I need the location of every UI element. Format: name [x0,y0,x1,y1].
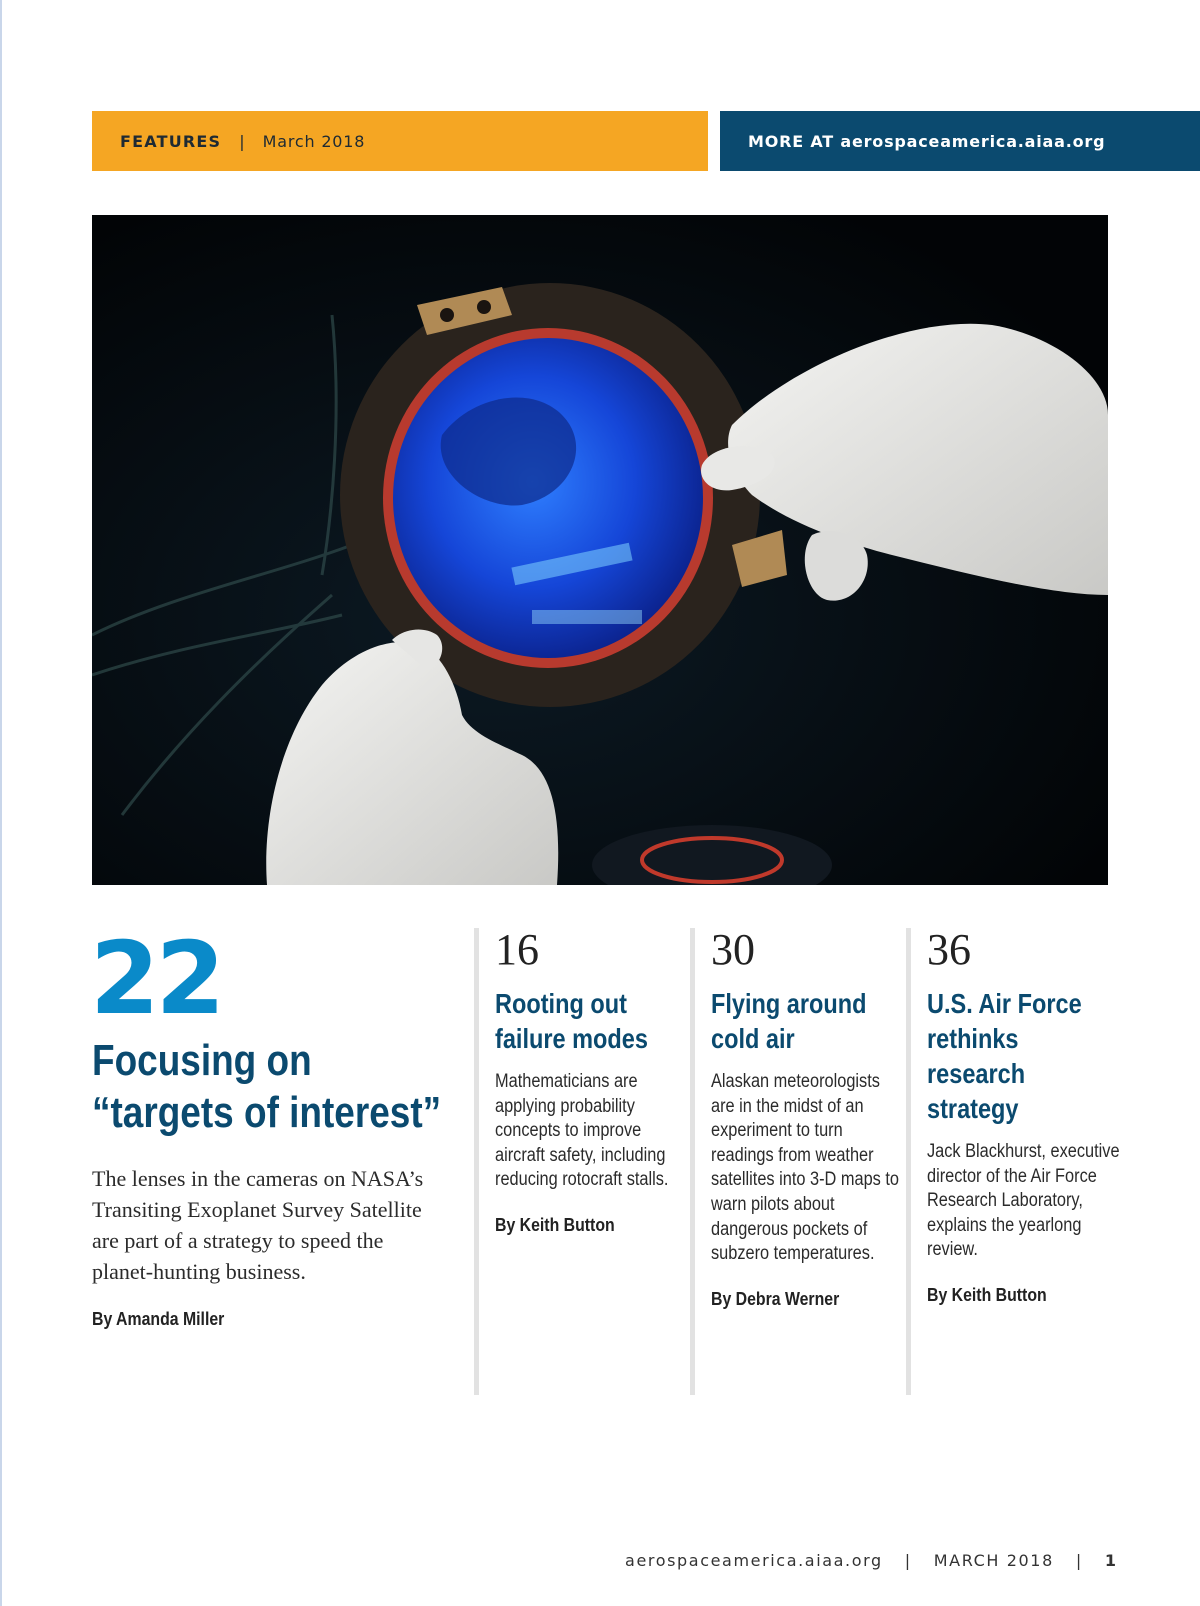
feature-page-number: 16 [495,925,539,974]
feature-byline: By Debra Werner [711,1288,840,1309]
feature-byline: By Keith Button [927,1284,1047,1305]
page-footer [625,1551,1116,1570]
footer-separator: | [1075,1551,1083,1570]
lead-byline: By Amanda Miller [92,1309,225,1329]
lead-deck: The lenses in the cameras on NASA’s Transiting Exoplanet Survey Satellite are part of a strategy to speed the planet-hunting business. [92,1166,424,1284]
lead-page-number: 22 [90,920,222,1037]
feature-deck: Mathematicians are applying probability concepts to improve aircraft safety, including reducing rotocraft stalls. [495,1071,669,1191]
feature-page-number: 30 [711,925,755,974]
feature-page-number: 36 [927,925,971,974]
footer-page-number: 1 [1104,1551,1116,1570]
feature-deck: Alaskan meteorologists are in the midst of an experiment to turn readings from weather satellites into 3-D maps to warn pilots about dangerous pockets of subzero temperatures. [711,1071,899,1265]
feature-deck: Jack Blackhurst, executive director of the Air Force Research Laboratory, explains the yearlong review. [927,1141,1120,1261]
feature-title[interactable]: Rooting out failure modes [495,988,648,1054]
footer-site[interactable]: aerospaceamerica.aiaa.org [625,1551,883,1570]
page-edge-rule [0,0,2,1606]
footer-issue: MARCH 2018 [933,1551,1054,1570]
section-label: FEATURES [120,131,222,151]
hero-photo [92,215,1108,885]
more-link[interactable]: MORE AT aerospaceamerica.aiaa.org [748,131,1106,151]
lead-title[interactable]: Focusing on “targets of interest” [92,1036,442,1137]
feature-item[interactable] [690,925,911,1395]
feature-title[interactable]: U.S. Air Force rethinks research strategy [927,988,1082,1124]
feature-byline: By Keith Button [495,1214,615,1235]
section-banner [92,111,708,171]
lead-feature[interactable] [90,920,442,1330]
banner-separator: | [239,131,245,151]
feature-item[interactable] [906,925,1127,1395]
feature-item[interactable] [474,925,695,1395]
more-link-banner[interactable] [720,111,1200,171]
lens-photo-illustration [92,215,1108,885]
footer-separator: | [904,1551,912,1570]
feature-title[interactable]: Flying around cold air [711,988,867,1054]
issue-date: March 2018 [262,131,366,151]
